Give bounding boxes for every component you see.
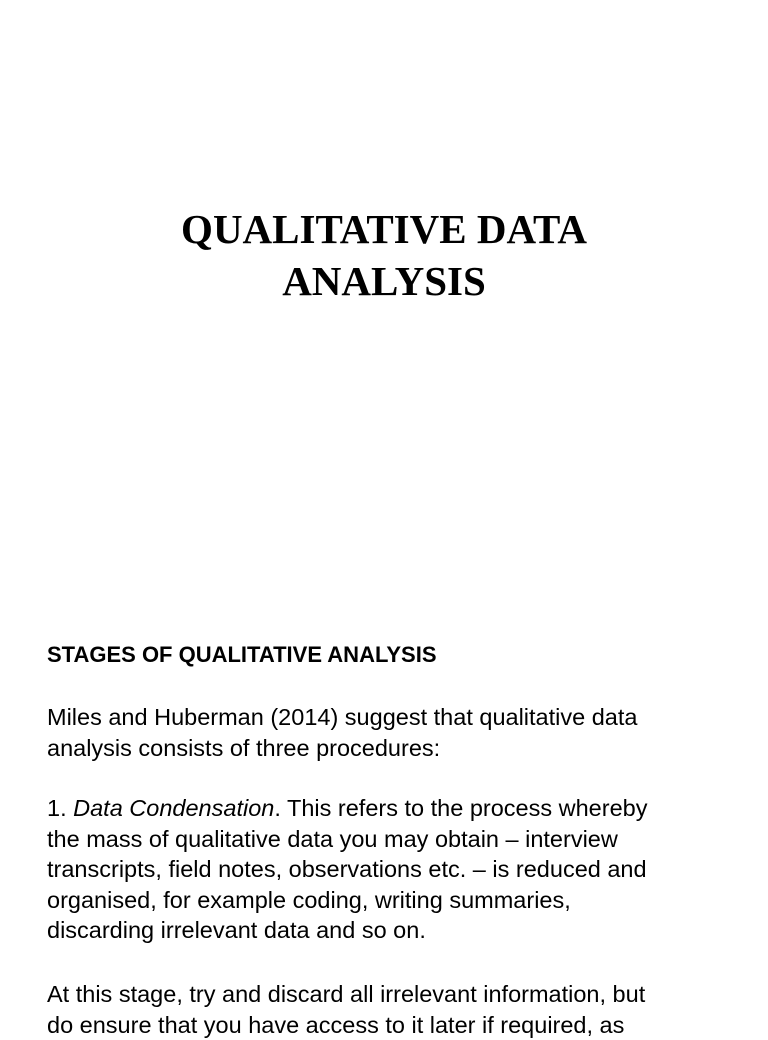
item-1-line-4: organised, for example coding, writing summaries,: [47, 885, 727, 916]
intro-paragraph: [47, 702, 727, 763]
item-1-first-line-rest: . This refers to the process whereby: [274, 795, 647, 821]
stage-line-2: do ensure that you have access to it later if required, as: [47, 1010, 727, 1040]
item-1-term: Data Condensation: [73, 795, 274, 821]
title-line-1: QUALITATIVE DATA: [0, 203, 768, 255]
intro-line-2: analysis consists of three procedures:: [47, 733, 727, 764]
item-1-line-5: discarding irrelevant data and so on.: [47, 915, 727, 946]
item-1-line-2: the mass of qualitative data you may obtain – interview: [47, 824, 727, 855]
stage-line-1: At this stage, try and discard all irrelevant information, but: [47, 979, 727, 1010]
document-title: [0, 203, 768, 307]
title-line-2: ANALYSIS: [0, 255, 768, 307]
stage-paragraph: [47, 979, 727, 1040]
item-1-number: 1.: [47, 795, 73, 821]
section-heading: STAGES OF QUALITATIVE ANALYSIS: [47, 640, 727, 671]
item-1-first-line: [47, 793, 727, 824]
item-1-line-3: transcripts, field notes, observations etc. – is reduced and: [47, 854, 727, 885]
item-1-paragraph: [47, 793, 727, 946]
intro-line-1: Miles and Huberman (2014) suggest that qualitative data: [47, 702, 727, 733]
